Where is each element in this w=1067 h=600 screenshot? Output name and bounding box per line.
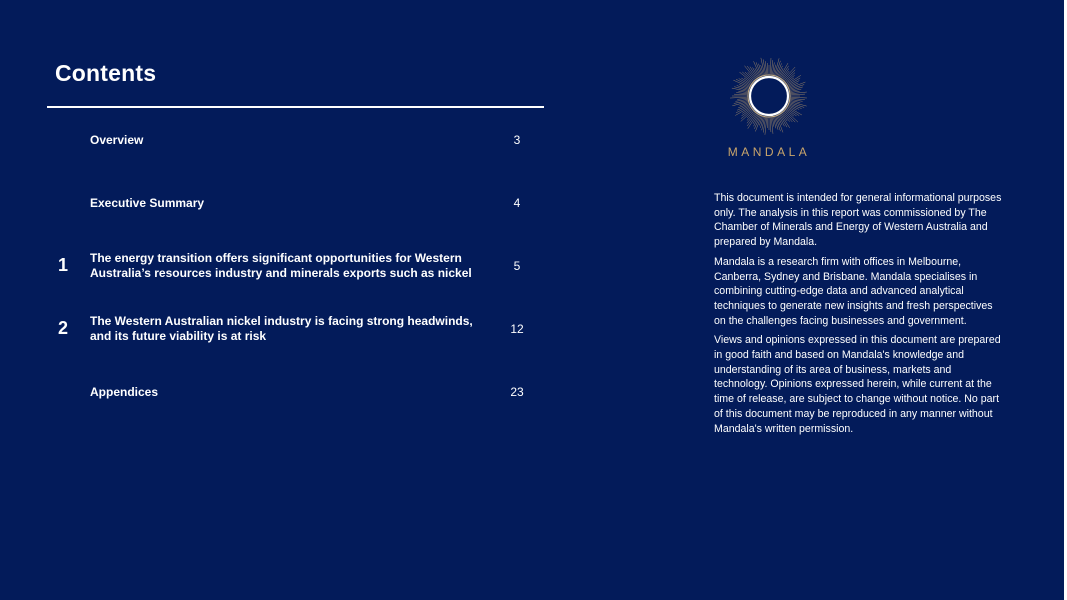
logo-ray xyxy=(747,111,754,118)
logo-ray xyxy=(737,98,748,99)
brand-name: MANDALA xyxy=(727,145,811,159)
sunburst-ring-icon xyxy=(722,55,816,139)
logo-ray xyxy=(767,117,768,128)
disclaimer-paragraph: Views and opinions expressed in this document are prepared in good faith and based on Mandala's knowledge and understanding of its area of business, markets and technology. Opinions expressed herein, while current at the time of release, are subject to change without notice. No part of this document may be reproduced in any manner without Mandala's written permission. xyxy=(714,334,1001,435)
toc-item-page: 4 xyxy=(513,196,521,210)
title-divider xyxy=(47,106,544,108)
logo-ray xyxy=(754,61,761,77)
logo-ray xyxy=(734,94,748,95)
logo-ray xyxy=(730,97,748,98)
toc-item-title[interactable]: Overview xyxy=(90,133,144,147)
logo-ray xyxy=(748,72,755,80)
logo-ray xyxy=(787,78,800,86)
mandala-logo xyxy=(722,55,816,159)
logo-ray xyxy=(736,106,750,113)
toc-item-page: 23 xyxy=(510,385,524,399)
page-title: Contents xyxy=(55,60,157,86)
logo-ray xyxy=(782,71,789,80)
logo-ray xyxy=(736,79,750,86)
logo-ray xyxy=(790,94,805,95)
logo-ray xyxy=(767,63,768,75)
toc-item-title[interactable]: The Western Australian nickel industry is facing strong headwinds, and its future viability is at risk xyxy=(90,314,473,343)
toc-item-number: 2 xyxy=(58,318,69,338)
logo-ray xyxy=(785,109,794,116)
disclaimer-paragraph: Mandala is a research firm with offices in Melbourne, Canberra, Sydney and Brisbane. Mandala specialises in combining cutting-edge data and advanced analytical techniques to generate new insights and fresh perspectives on the challenges facing businesses and government. xyxy=(714,255,993,327)
toc-item-title[interactable]: The energy transition offers significant opportunities for Western Australia’s resources industry and minerals exports such as nickel xyxy=(90,251,472,280)
toc-item-page: 5 xyxy=(513,259,521,273)
logo-ray xyxy=(770,117,771,132)
toc-item-number: 1 xyxy=(58,255,69,275)
toc-item-title[interactable]: Appendices xyxy=(90,385,159,399)
disclaimer xyxy=(714,191,1006,441)
logo-ray xyxy=(736,93,748,94)
logo-ray xyxy=(790,97,807,98)
logo-ray xyxy=(780,114,788,127)
logo-ray xyxy=(733,80,749,87)
toc-item-title[interactable]: Executive Summary xyxy=(90,196,205,210)
toc-item-page: 3 xyxy=(513,133,521,147)
toc-item-page: 12 xyxy=(510,322,524,336)
disclaimer-paragraph: This document is intended for general informational purposes only. The analysis in this report was commissioned by The Chamber of Minerals and Energy of Western Australia and prepared by Mandala. xyxy=(714,192,1002,249)
logo-ray xyxy=(750,67,758,79)
logo-ray xyxy=(770,58,771,75)
